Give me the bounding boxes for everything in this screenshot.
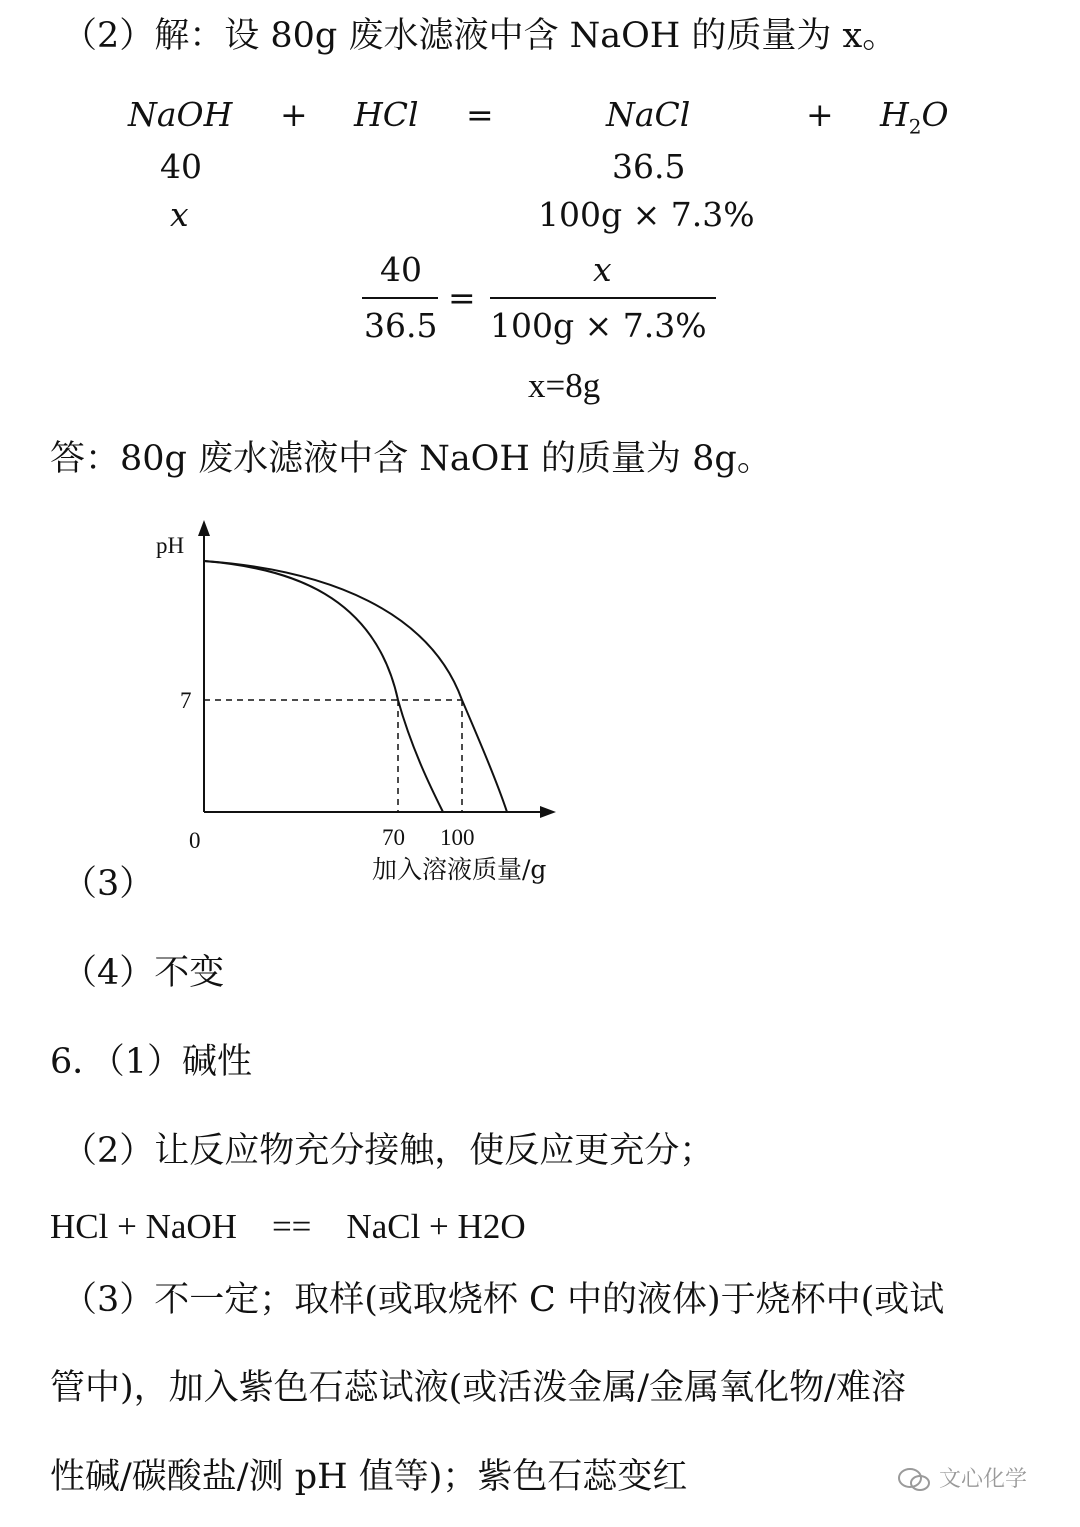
proportion-equals: = <box>448 278 476 317</box>
ph-curve-inner <box>204 561 443 812</box>
q6-part1: 6．（1）碱性 <box>50 1042 253 1082</box>
eq-naoh: NaOH <box>128 95 233 134</box>
q6-part2: （2）让反应物充分接触，使反应更充分； <box>62 1131 715 1171</box>
right-denominator: 100g × 7.3% <box>490 306 707 345</box>
x-tick-100: 100 <box>440 825 475 850</box>
wechat-icon <box>896 1467 932 1493</box>
h2o-o: O <box>921 95 949 134</box>
y-tick-7: 7 <box>180 688 192 713</box>
var-x: x <box>170 195 189 234</box>
eq-equals: = <box>466 95 494 134</box>
x-axis-label: 加入溶液质量/g <box>372 855 547 884</box>
mass-hcl: 100g × 7.3% <box>538 195 755 234</box>
x-axis-arrow <box>540 806 556 818</box>
eq-plus-2: + <box>806 95 834 134</box>
left-denominator: 36.5 <box>364 306 438 345</box>
eq-hcl: HCl <box>354 95 419 134</box>
ph-curve-outer <box>204 561 507 812</box>
q6-part3-line2: 管中)，加入紫色石蕊试液(或活泼金属/金属氧化物/难溶 <box>50 1368 906 1408</box>
watermark <box>896 1462 1027 1493</box>
eq-plus-1: + <box>280 95 308 134</box>
part2-intro: （2）解：设 80g 废水滤液中含 NaOH 的质量为 x。 <box>62 16 898 56</box>
part3-label: （3） <box>62 864 155 904</box>
y-axis-arrow <box>198 520 210 536</box>
left-numerator: 40 <box>380 250 422 289</box>
origin-label: 0 <box>189 828 201 853</box>
y-axis-label: pH <box>156 533 185 558</box>
part4: （4）不变 <box>62 953 225 993</box>
mr-hcl: 36.5 <box>612 147 686 186</box>
result: x=8g <box>528 366 601 405</box>
q6-part3-line3: 性碱/碳酸盐/测 pH 值等)；紫色石蕊变红 <box>50 1457 688 1497</box>
right-numerator: x <box>593 250 612 289</box>
mr-naoh: 40 <box>160 147 202 186</box>
h2o-subscript: 2 <box>908 114 922 139</box>
eq-nacl: NaCl <box>606 95 691 134</box>
q6-equation: HCl + NaOH == NaCl + H2O <box>50 1207 526 1246</box>
watermark-text: 文心化学 <box>939 1467 1028 1492</box>
answer: 答：80g 废水滤液中含 NaOH 的质量为 8g。 <box>50 439 772 479</box>
h2o-h: H <box>880 95 909 134</box>
x-tick-70: 70 <box>382 825 405 850</box>
q6-part3-line1: （3）不一定；取样(或取烧杯 C 中的液体)于烧杯中(或试 <box>62 1280 945 1320</box>
